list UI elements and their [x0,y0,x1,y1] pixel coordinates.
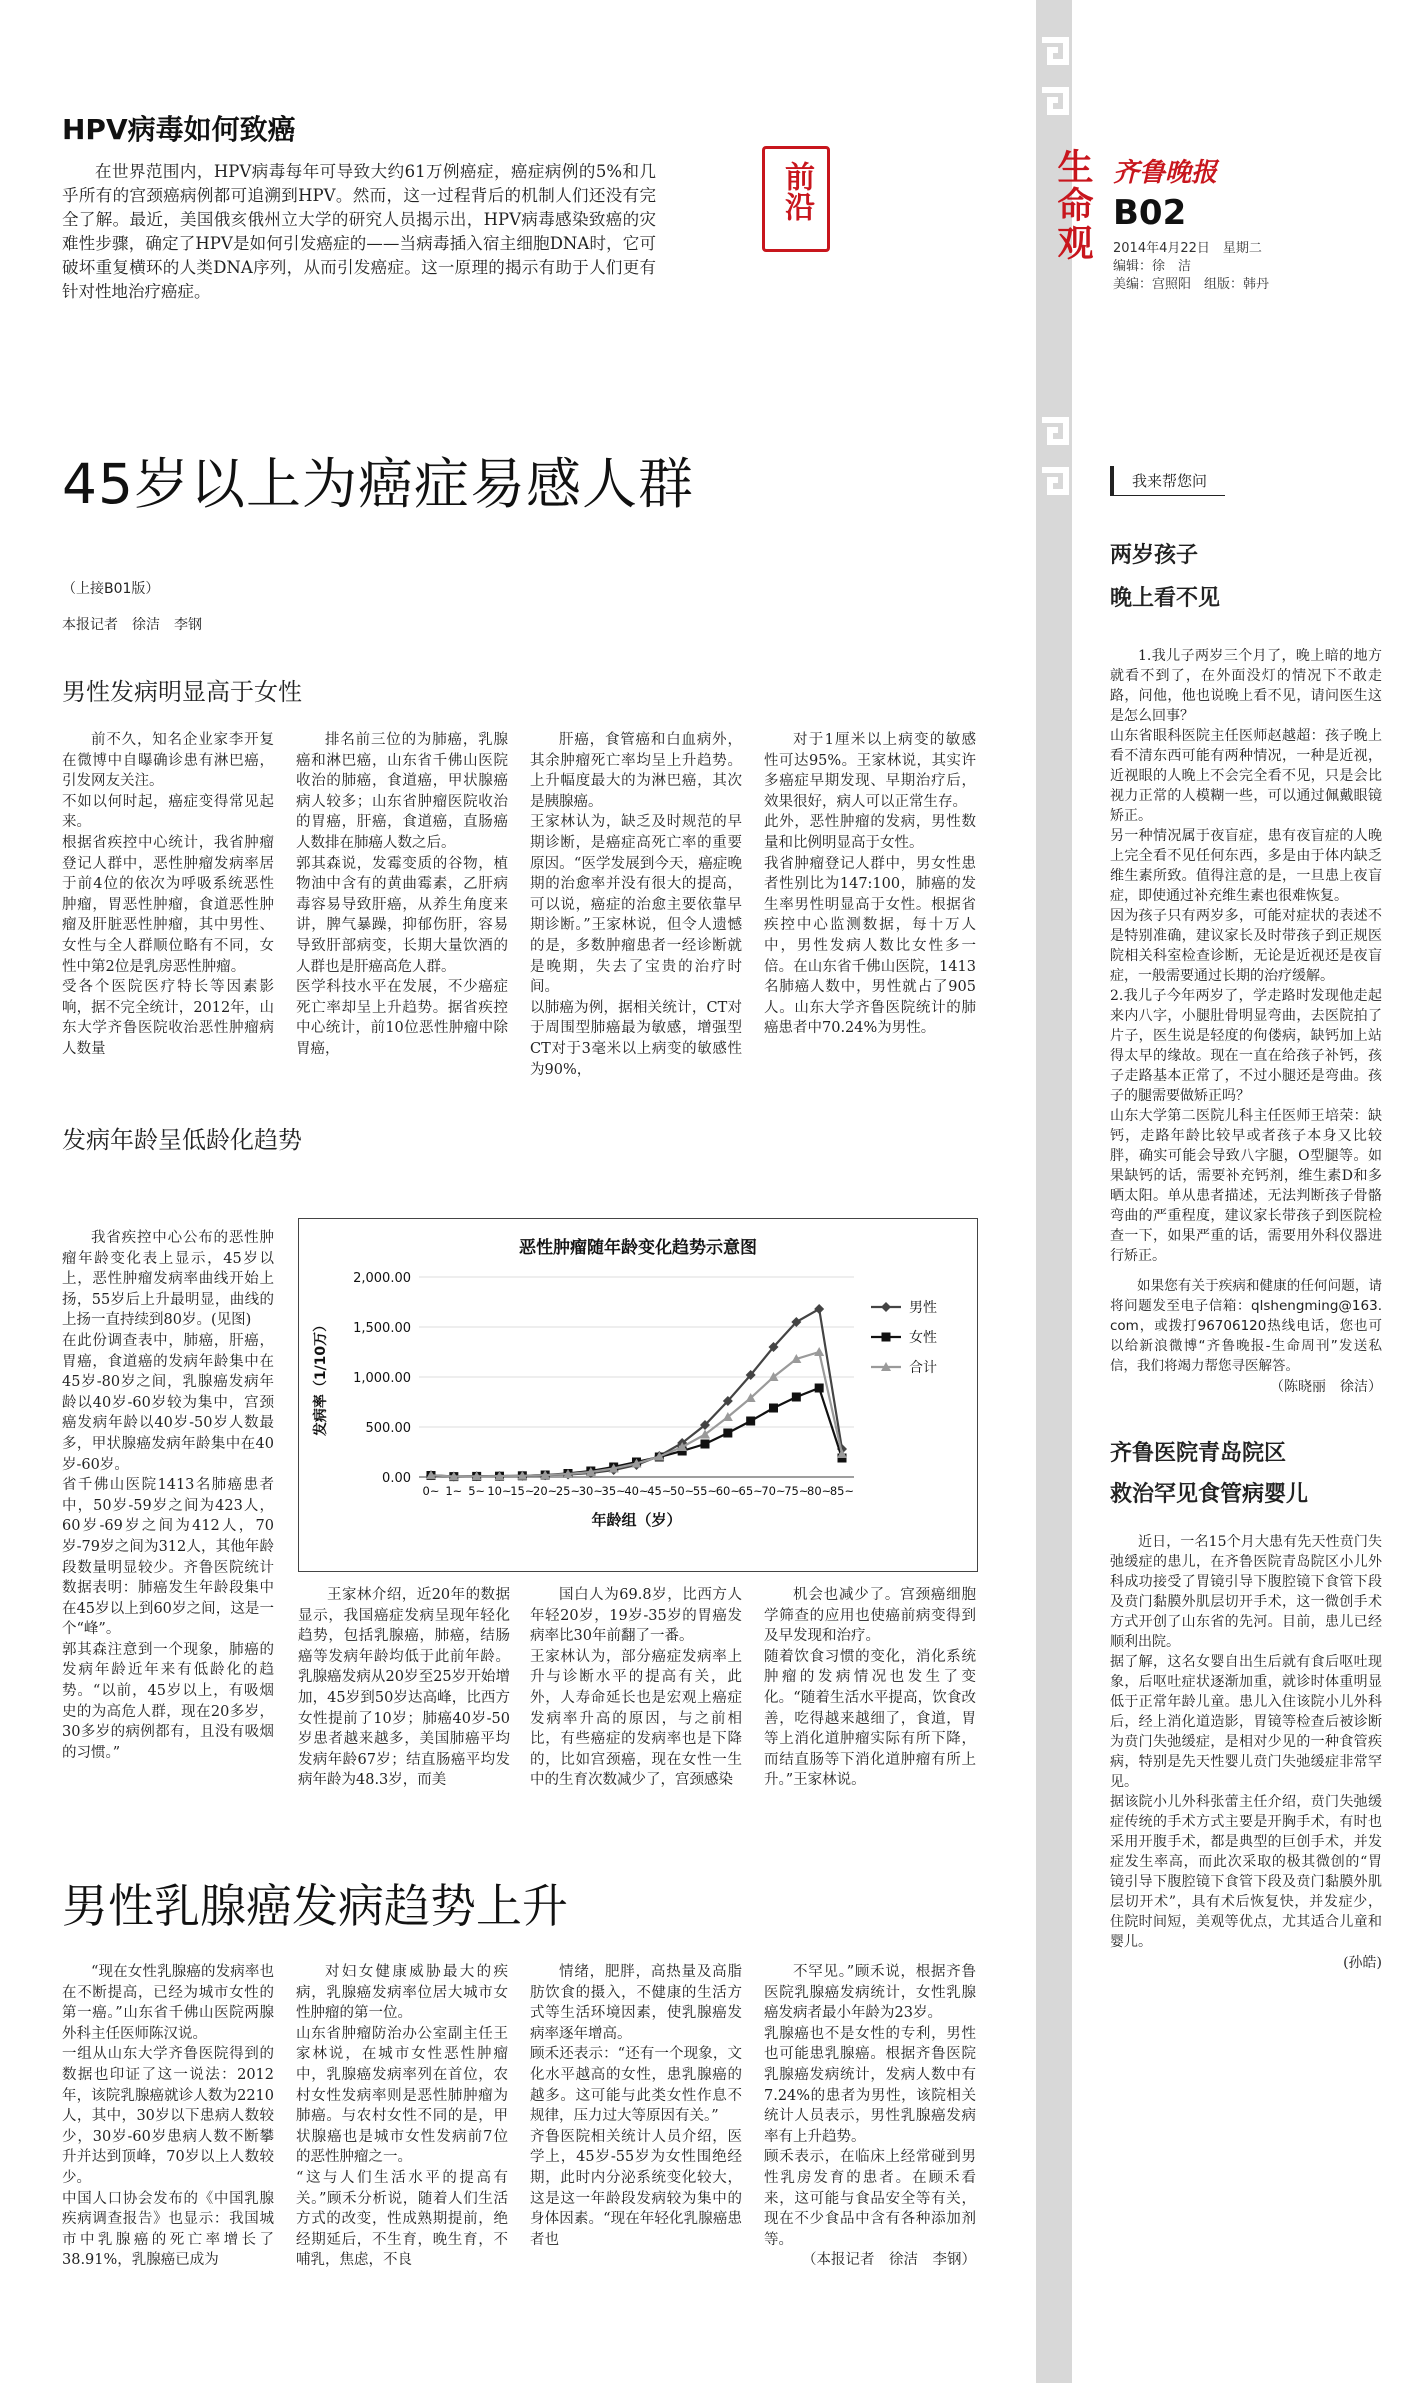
designer-credit: 美编：宫照阳 组版：韩丹 [1113,277,1270,292]
x-tick-label: 10~ [487,1484,512,1498]
y-tick-label: 1,000.00 [353,1371,411,1386]
qa-credit: （陈晓丽 徐洁） [1270,1379,1382,1395]
section-label: 生命观 [1052,148,1093,262]
x-tick-label: 55~ [692,1484,718,1498]
x-tick-label: 45~ [647,1484,672,1498]
qa-body: 1.我儿子两岁三个月了，晚上暗的地方就看不到了，在外面没灯的情况下不敢走路，问他，他也说晚上看不见，请问医生这是怎么回事？ 山东省眼科医院主任医师赵越超：孩子晚上看不清东西可能有两种情况，一种是近视，近视眼的人晚上不会完全看不见，只是会比视力正常的人模糊一些，可以通过佩戴眼镜矫正。 另一种情况属于夜盲症，患有夜盲症的人晚上完全看不见任何东西，多是由于体内缺乏维生素所致。值得注意的是，一旦患上夜盲症，即使通过补充维生素也很难恢复。 因为孩子只有两岁多，可能对症状的表述不是特别准确，建议家长及时带孩子到正规医院相关科室检查诊断，无论是近视还是夜盲症，一般需要通过长期的治疗缓解。 2.我儿子今年两岁了，学走路时发现他走起来内八字，小腿肚骨明显弯曲，去医院拍了片子，医生说是轻度的佝偻病，缺钙加上站得太早的缘故。现在一直在给孩子补钙，孩子走路基本正常了，不过小腿还是弯曲。孩子的腿需要做矫正吗？ 山东大学第二医院儿科主任医师王培荣：缺钙，走路年龄比较早或者孩子本身又比较胖，确实可能会导致八字腿，O型腿等。如果缺钙的话，需要补充钙剂，维生素D和多晒太阳。单从患者描述，无法判断孩子骨骼弯曲的严重程度，建议家长带孩子到医院检查一下，如果严重的话，需要用外科仪器进行矫正。 [1110,648,1382,1264]
article-column: “现在女性乳腺癌的发病率也在不断提高，已经为城市女性的第一癌。”山东省千佛山医院两腺外科主任医师陈汉说。 一组从山东大学齐鲁医院得到的数据也印证了这一说法：2012年，该院乳腺癌就诊人数为2210人，其中，30岁以下患病人数较少，30岁-60岁患病人数不断攀升并达到顶峰，70岁以上人数较少。 中国人口协会发布的《中国乳腺疾病调查报告》也显示：我国城市中乳腺癌的死亡率增长了38.91%，乳腺癌已成为 [62,1964,274,2269]
article-column: 王家林介绍，近20年的数据显示，我国癌症发病呈现年轻化趋势，包括乳腺癌，肺癌，结肠癌等发病年龄均低于此前年龄。乳腺癌发病从20岁至25岁开始增加，45岁到50岁达高峰，比西方女性提前了10岁；肺癌40岁-50岁患者越来越多，美国肺癌平均发病年龄67岁；结直肠癌平均发病年龄为48.3岁，而美 [298,1587,510,1789]
legend-marker [882,1333,891,1342]
y-tick-label: 0.00 [382,1471,411,1486]
x-tick-label: 30~ [578,1484,603,1498]
qa-title-line1: 两岁孩子 [1110,543,1199,568]
news-credit: (孙皓) [1343,1955,1382,1971]
page-number: B02 [1113,193,1187,233]
frontier-tag: 前沿 [762,146,830,252]
x-tick-label: 50~ [670,1484,695,1498]
section-heading-age: 发病年龄呈低龄化趋势 [62,1126,302,1154]
x-tick-label: 0~ [422,1484,440,1498]
section-heading-gender: 男性发病明显高于女性 [62,678,302,706]
x-tick-label: 65~ [738,1484,763,1498]
article-column: 肝癌，食管癌和白血病外，其余肿瘤死亡率均呈上升趋势。上升幅度最大的为淋巴癌，其次是胰腺癌。 王家林认为，缺乏及时规范的早期诊断，是癌症高死亡率的重要原因。“医学发展到今天，癌症晚期的治愈率并没有很大的提高，可以说，癌症的治愈主要依靠早期诊断。”王家林说，但令人遗憾的是，多数肿瘤患者一经诊断就是晚期，失去了宝贵的治疗时间。 以肺癌为例，据相关统计，CT对于周围型肺癌最为敏感，增强型CT对于3毫米以上病变的敏感性为90%， [530,732,742,1078]
qa-title-line2: 晚上看不见 [1110,586,1221,611]
x-tick-label: 85~ [829,1484,855,1498]
x-tick-label: 1~ [445,1484,463,1498]
y-axis-label: 发病率（1/10万） [313,1317,329,1437]
data-point-square [769,1404,778,1413]
news-title-line1: 齐鲁医院青岛院区 [1110,1441,1287,1466]
news-body: 近日，一名15个月大患有先天性贲门失弛缓症的患儿，在齐鲁医院青岛院区小儿外科成功接受了胃镜引导下腹腔镜下食管下段及贲门黏膜外肌层切开手术，这一微创手术方式开创了山东省的先河。目前，患儿已经顺利出院。 据了解，这名女婴自出生后就有食后呕吐现象，后呕吐症状逐渐加重，就诊时体重明显低于正常年龄儿童。患儿入住该院小儿外科后，经上消化道造影，胃镜等检查后被诊断为贲门失弛缓症，是相对少见的一种食管疾病，特别是先天性婴儿贲门失弛缓症非常罕见。 据该院小儿外科张蕾主任介绍，贲门失弛缓症传统的手术方式主要是开胸手术，有时也采用开腹手术，都是典型的巨创手术，并发症发生率高，而此次采取的极其微创的“胃镜引导下腹腔镜下食管下段及贲门黏膜外肌层切开术”，具有术后恢复快，并发症少，住院时间短，美观等优点，尤其适合儿童和婴儿。 [1110,1534,1382,1950]
data-point-diamond [814,1304,824,1314]
data-point-triangle [814,1347,824,1356]
article-column: 不罕见。”顾禾说，根据齐鲁医院乳腺癌发病统计，女性乳腺癌发病者最小年龄为23岁。 乳腺癌也不是女性的专利，男性也可能患乳腺癌。根据齐鲁医院乳腺癌发病统计，发病人数中有7.24%的患者为男性，该院相关统计人员表示，男性乳腺癌发病率有上升趋势。 顾禾表示，在临床上经常碰到男性乳房发育的患者。在顾禾看来，这可能与食品安全等有关，现在不少食品中含有各种添加剂等。 （本报记者 徐洁 李钢） [764,1964,976,2269]
chart-title: 恶性肿瘤随年龄变化趋势示意图 [519,1238,757,1258]
y-tick-label: 500.00 [365,1421,411,1436]
data-point-square [792,1393,801,1402]
article-column: 我省疾控中心公布的恶性肿瘤年龄变化表上显示，45岁以上，恶性肿瘤发病率曲线开始上扬，55岁后上升最明显，曲线的上扬一直持续到80岁。(见图) 在此份调查表中，肺癌，肝癌，胃癌，食道癌的发病年龄集中在45岁-80岁之间，乳腺癌发病年龄以40岁-60岁较为集中，宫颈癌发病年龄以40岁-50岁人数最多，甲状腺癌发病年龄集中在40岁-60岁。 省千佛山医院1413名肺癌患者中，50岁-59岁之间为423人，60岁-69岁之间为412人，70岁-79岁之间为312人，其他年龄段数量明显较少。齐鲁医院统计数据表明：肺癌发生年龄段集中在45岁以上到60岁之间，这是一个“峰”。 郭其森注意到一个现象，肺癌的发病年龄近年来有低龄化的趋势。“以前，45岁以上，有吸烟史的为高危人群，现在20多岁，30多岁的病例都有，且没有吸烟的习惯。” [62,1230,274,1761]
chart-frame [298,1218,978,1572]
paper-logo: 齐鲁晚报 [1113,158,1218,188]
series-line-diamond [431,1309,842,1477]
breast-headline: 男性乳腺癌发病趋势上升 [62,1879,568,1933]
meander-border [1028,0,1080,2383]
x-tick-label: 70~ [761,1484,786,1498]
article-column: 国白人为69.8岁，比西方人年轻20岁，19岁-35岁的胃癌发病率比30年前翻了一番。 王家林认为，部分癌症发病率上升与诊断水平的提高有关，此外，人寿命延长也是宏观上癌症发病率升高的原因，与之前相比，有些癌症的发病率也是下降的，比如宫颈癌，现在女性一生中的生育次数减少了，宫颈感染 [530,1587,742,1789]
y-tick-label: 2,000.00 [353,1271,411,1286]
legend-label: 女性 [909,1330,937,1346]
hpv-body: 在世界范围内，HPV病毒每年可导致大约61万例癌症，癌症病例的5%和几乎所有的宫颈癌病例都可追溯到HPV。然而，这一过程背后的机制人们还没有完全了解。最近，美国俄亥俄州立大学的研究人员揭示出，HPV病毒感染致癌的灾难性步骤，确定了HPV是如何引发癌症的——当病毒插入宿主细胞DNA时，它可破坏重复横环的人类DNA序列，从而引发癌症。这一原理的揭示有助于人们更有针对性地治疗癌症。 [62,162,656,301]
x-tick-label: 25~ [555,1484,581,1498]
data-point-square [701,1440,710,1449]
article-column: 对于1厘米以上病变的敏感性可达95%。王家林说，其实许多癌症早期发现、早期治疗后，效果很好，病人可以正常生存。 此外，恶性肿瘤的发病，男性数量和比例明显高于女性。 我省肿瘤登记人群中，男女性患者性别比为147:100，肺癌的发生率男性明显高于女性。根据省疾控中心监测数据，每十万人中，男性发病人数比女性多一倍。在山东省千佛山医院，1413名肺癌人数中，男性就占了905人。山东大学齐鲁医院统计的肺癌患者中70.24%为男性。 [764,732,976,1037]
byline: 本报记者 徐洁 李钢 [62,617,202,633]
age-trend-chart [299,1219,977,1571]
legend-marker [881,1302,891,1312]
hpv-title: HPV病毒如何致癌 [62,113,296,146]
data-point-square [815,1384,824,1393]
article-column: 情绪，肥胖，高热量及高脂肪饮食的摄入，不健康的生活方式等生活环境因素，使乳腺癌发病率逐年增高。 顾禾还表示：“还有一个现象，文化水平越高的女性，患乳腺癌的越多。这可能与此类女性作息不规律，压力过大等原因有关。” 齐鲁医院相关统计人员介绍，医学上，45岁-55岁为女性围绝经期，此时内分泌系统变化较大，这是这一年龄段发病较为集中的身体因素。“现在年轻化乳腺癌患者也 [530,1964,742,2248]
data-point-square [723,1429,732,1438]
x-tick-label: 35~ [601,1484,626,1498]
contact-note: 如果您有关于疾病和健康的任何问题，请将问题发至电子信箱：qlshengming@163.com，或拨打96706120热线电话，您也可以给新浪微博“齐鲁晚报-生命周刊”发送私信，我们将竭力帮您寻医解答。 [1110,1278,1382,1374]
article-column: 机会也减少了。宫颈癌细胞学筛查的应用也使癌前病变得到及早发现和治疗。 随着饮食习惯的变化，消化系统肿瘤的发病情况也发生了变化。“随着生活水平提高，饮食改善，吃得越来越细了，食道，胃等上消化道肿瘤实际有所下降，而结直肠等下消化道肿瘤有所上升。”王家林说。 [764,1587,976,1789]
article-column: 排名前三位的为肺癌，乳腺癌和淋巴癌，山东省千佛山医院收治的肺癌，食道癌，甲状腺癌病人较多；山东省肿瘤医院收治的胃癌，肝癌，食道癌，直肠癌人数排在肺癌人数之后。 郭其森说，发霉变质的谷物，植物油中含有的黄曲霉素，乙肝病毒容易导致肝癌，从养生角度来讲，脾气暴躁，抑郁伤肝，容易导致肝部病变，长期大量饮酒的人群也是肝癌高危人群。 医学科技水平在发展，不少癌症死亡率却呈上升趋势。据省疾控中心统计，前10位恶性肿瘤中除胃癌， [296,732,508,1057]
column-tag: 我来帮您问 [1110,466,1225,496]
x-tick-label: 40~ [624,1484,649,1498]
article-column: 前不久，知名企业家李开复在微博中自曝确诊患有淋巴癌，引发网友关注。 不如以何时起，癌症变得常见起来。 根据省疾控中心统计，我省肿瘤登记人群中，恶性肿瘤发病率居于前4位的依次为呼吸系统恶性肿瘤，胃恶性肿瘤，食道恶性肿瘤及肝脏恶性肿瘤，其中男性、女性与全人群顺位略有不同，女性中第2位是乳房恶性肿瘤。 受各个医院医疗特长等因素影响，据不完全统计，2012年，山东大学齐鲁医院收治恶性肿瘤病人数量 [62,732,274,1057]
editor-credit: 编辑：徐 洁 [1113,259,1192,274]
main-headline: 45岁以上为癌症易感人群 [62,452,694,516]
article-column: 对妇女健康威胁最大的疾病，乳腺癌发病率位居大城市女性肿瘤的第一位。 山东省肿瘤防治办公室副主任王家林说，在城市女性恶性肿瘤中，乳腺癌发病率列在首位，农村女性发病率则是恶性肺肿瘤为肺癌。与农村女性不同的是，甲状腺癌也是城市女性发病前7位的恶性肿瘤之一。 “这与人们生活水平的提高有关。”顾禾分析说，随着人们生活方式的改变，性成熟期提前，绝经期延后，不生育，晚生育，不哺乳，焦虑，不良 [296,1964,508,2269]
legend-label: 合计 [909,1360,937,1376]
x-tick-label: 75~ [784,1484,809,1498]
issue-date: 2014年4月22日 星期二 [1113,241,1262,256]
x-tick-label: 20~ [533,1484,558,1498]
x-tick-label: 5~ [468,1484,486,1498]
x-tick-label: 15~ [510,1484,535,1498]
data-point-square [746,1417,755,1426]
x-tick-label: 60~ [715,1484,740,1498]
continued-note: （上接B01版） [62,581,160,597]
news-title-line2: 救治罕见食管病婴儿 [1110,1482,1309,1507]
y-tick-label: 1,500.00 [353,1321,411,1336]
x-axis-label: 年龄组（岁） [591,1511,682,1529]
x-tick-label: 80~ [807,1484,832,1498]
legend-label: 男性 [909,1300,937,1316]
